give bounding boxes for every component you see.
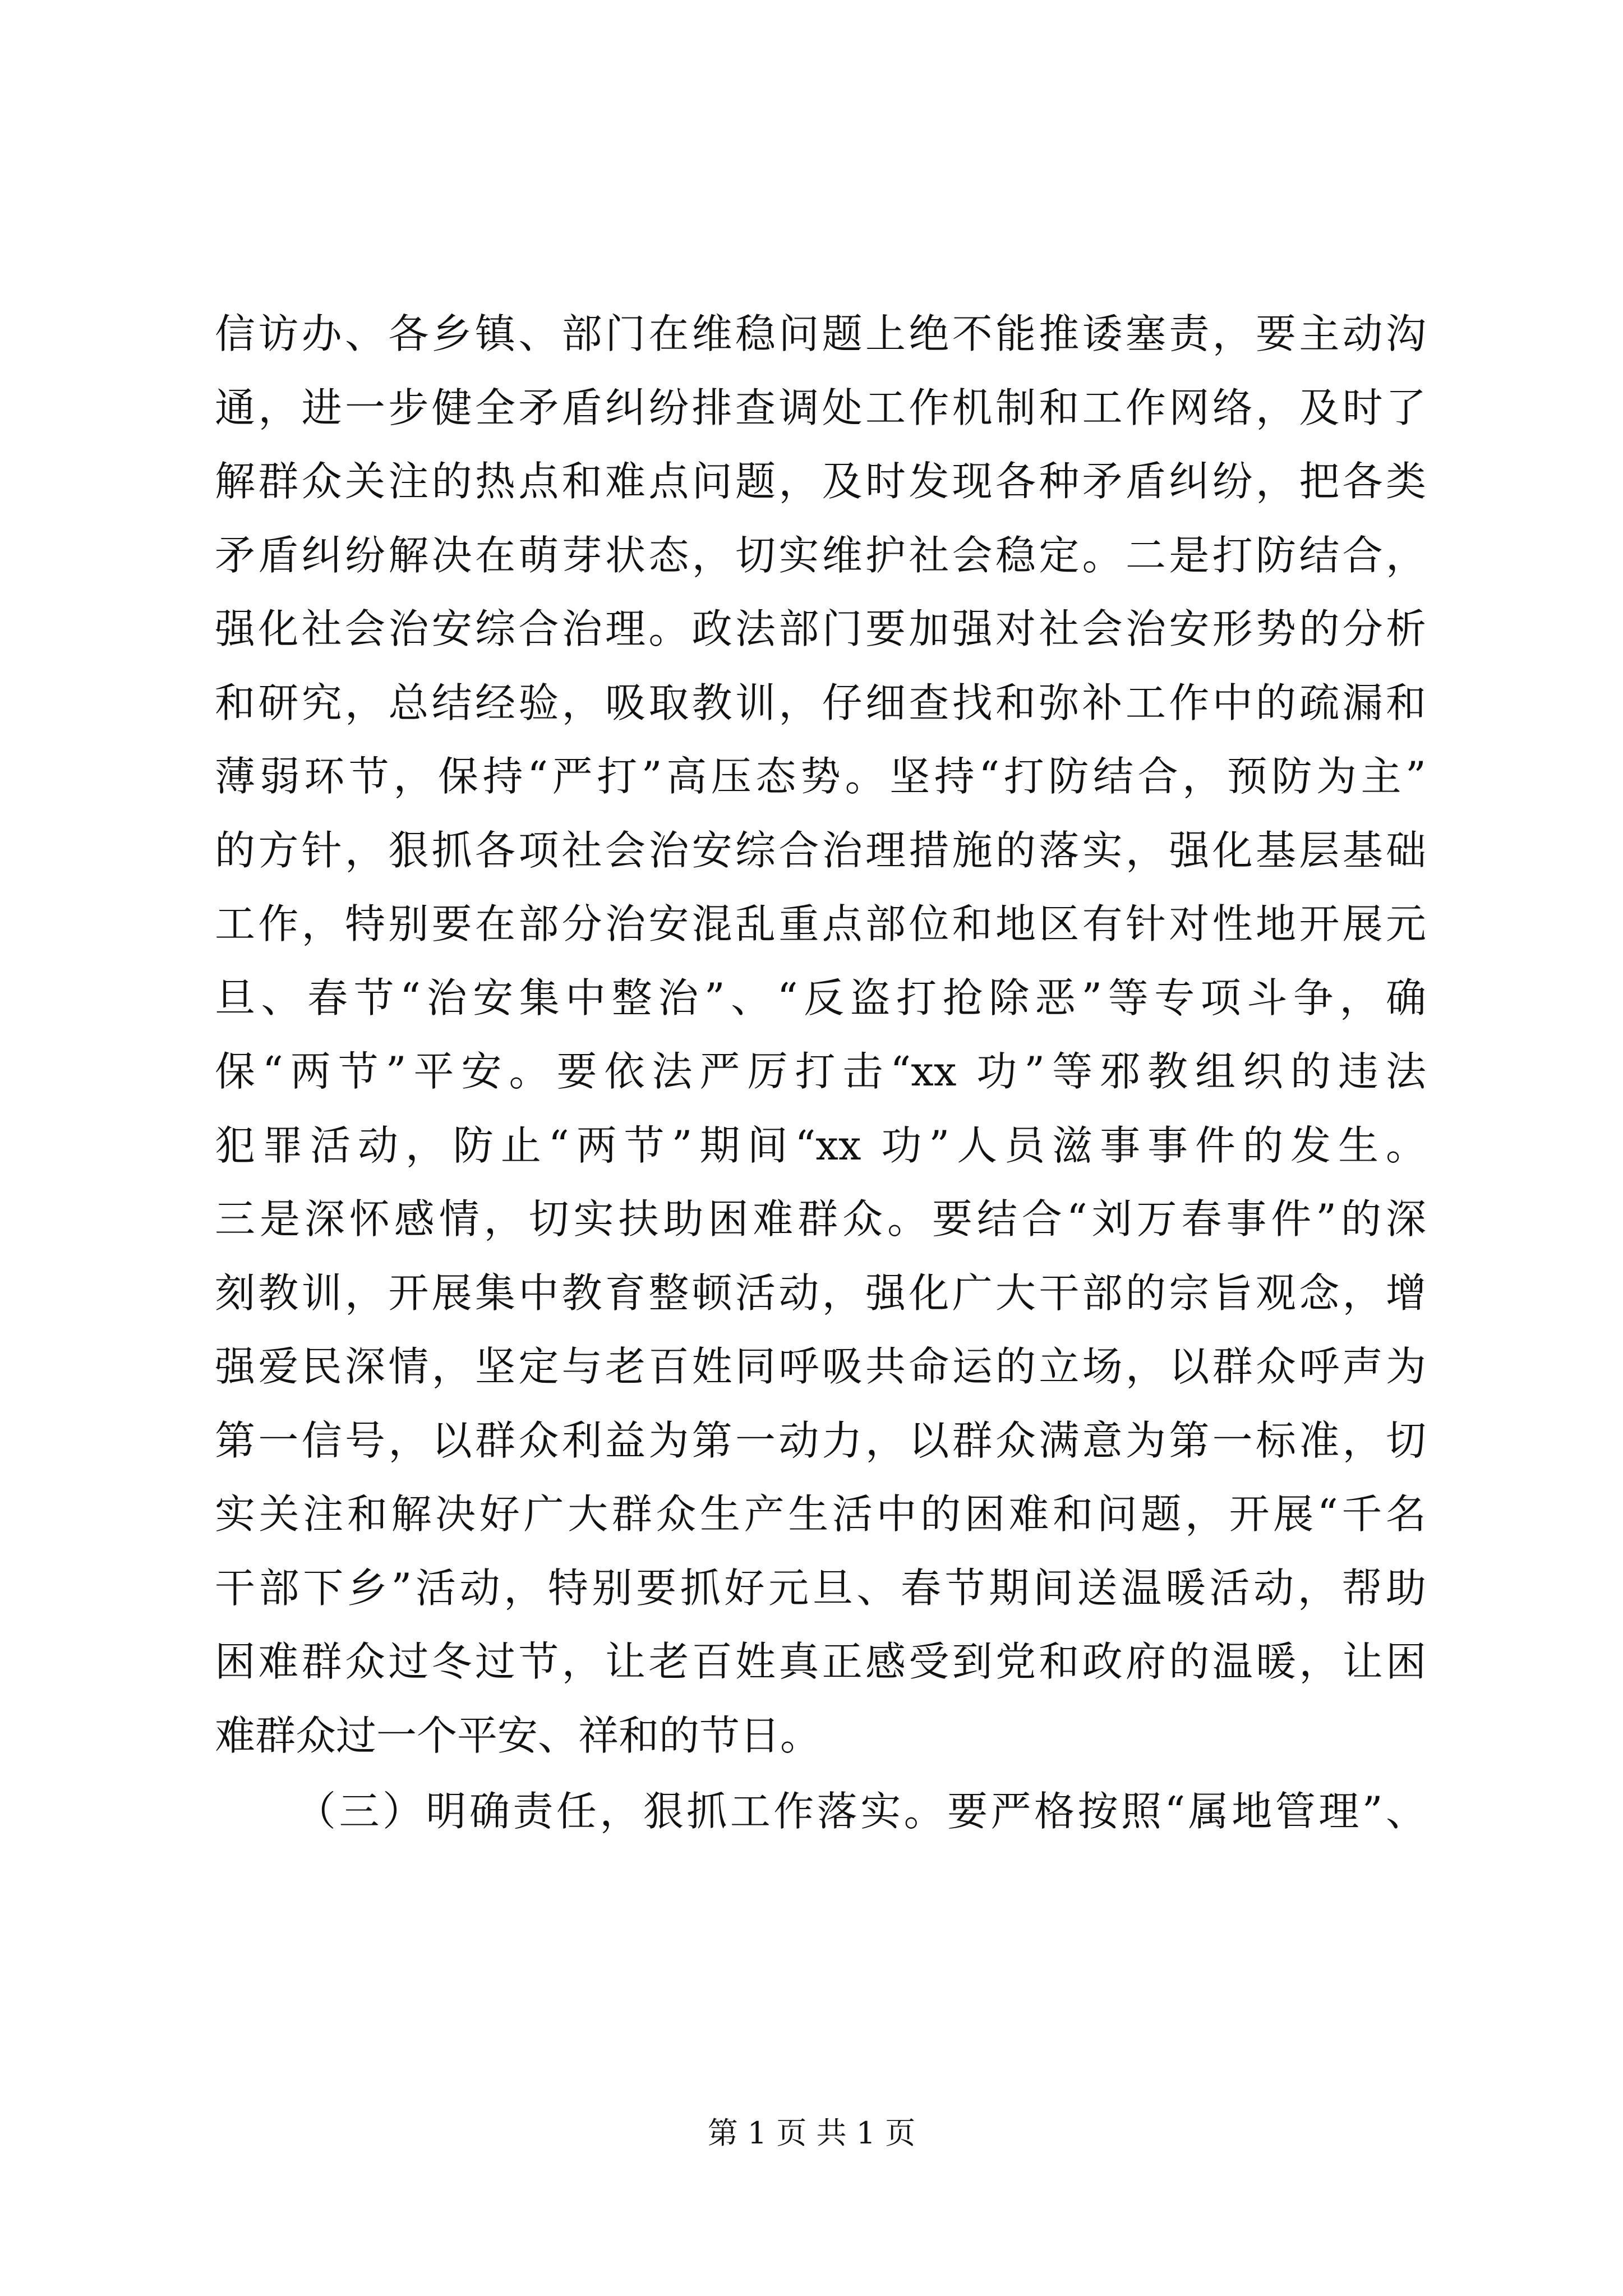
text-line: 矛盾纠纷解决在萌芽状态，切实维护社会稳定。二是打防结合， [215,531,1426,579]
text-line: 实关注和解决好广大群众生产生活中的困难和问题，开展“千名 [215,1490,1426,1538]
text-line: 犯罪活动，防止“两节”期间“xx 功”人员滋事事件的发生。 [215,1121,1426,1169]
text-line: 干部下乡”活动，特别要抓好元旦、春节期间送温暖活动，帮助 [215,1564,1426,1612]
text-line: 刻教训，开展集中教育整顿活动，强化广大干部的宗旨观念，增 [215,1269,1426,1317]
text-line: 解群众关注的热点和难点问题，及时发现各种矛盾纠纷，把各类 [215,458,1426,505]
page-footer [0,2109,1623,2152]
page-number-label: 第 1 页 共 1 页 [707,2115,916,2151]
section-three-first-line: （三）明确责任，狠抓工作落实。要严格按照“属地管理”、 [296,1788,1426,1835]
document-body [215,297,1426,1849]
text-line: 三是深怀感情，切实扶助困难群众。要结合“刘万春事件”的深 [215,1195,1426,1243]
text-line: 工作，特别要在部分治安混乱重点部位和地区有针对性地开展元 [215,900,1426,947]
text-line: 通，进一步健全矛盾纠纷排查调处工作机制和工作网络，及时了 [215,384,1426,431]
text-line: 和研究，总结经验，吸取教训，仔细查找和弥补工作中的疏漏和 [215,679,1426,726]
text-line: 难群众过一个平安、祥和的节日。 [215,1711,821,1759]
text-line: 的方针，狠抓各项社会治安综合治理措施的落实，强化基层基础 [215,826,1426,874]
text-line: 强爱民深情，坚定与老百姓同呼吸共命运的立场，以群众呼声为 [215,1343,1426,1390]
text-line: 困难群众过冬过节，让老百姓真正感受到党和政府的温暖，让困 [215,1638,1426,1685]
text-line: 信访办、各乡镇、部门在维稳问题上绝不能推诿塞责，要主动沟 [215,310,1426,357]
text-line: 旦、春节“治安集中整治”、“反盗打抢除恶”等专项斗争，确 [215,974,1426,1022]
text-line: 第一信号，以群众利益为第一动力，以群众满意为第一标准，切 [215,1416,1426,1464]
text-line: 保“两节”平安。要依法严厉打击“xx 功”等邪教组织的违法 [215,1048,1426,1095]
text-line: 薄弱环节，保持“严打”高压态势。坚持“打防结合，预防为主” [215,753,1426,800]
text-line: 强化社会治安综合治理。政法部门要加强对社会治安形势的分析 [215,605,1426,652]
